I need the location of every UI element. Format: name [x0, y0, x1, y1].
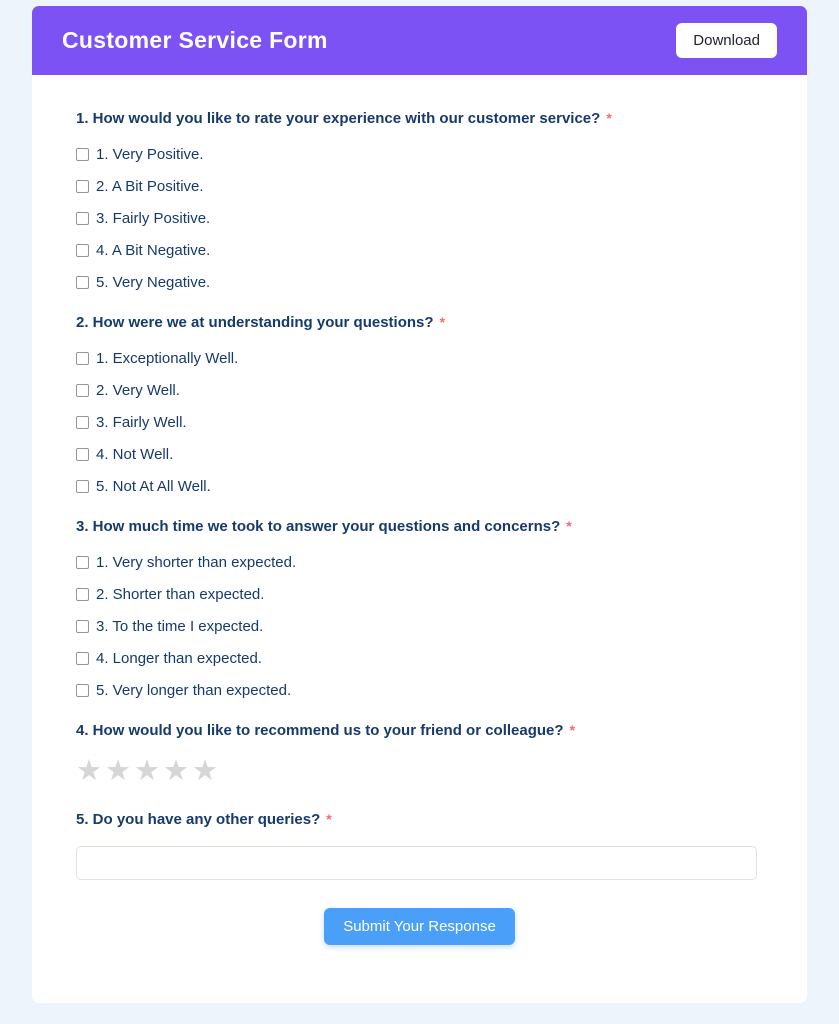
checkbox[interactable]	[76, 620, 89, 633]
page-title: Customer Service Form	[62, 27, 328, 53]
option-row	[76, 649, 763, 668]
question-4	[76, 720, 763, 785]
required-asterisk: *	[326, 811, 332, 827]
option-label: 2. A Bit Positive.	[96, 178, 204, 195]
required-asterisk: *	[569, 722, 576, 738]
option-row	[76, 145, 763, 164]
checkbox[interactable]	[76, 180, 89, 193]
question-4-title	[76, 720, 763, 741]
option-row	[76, 585, 763, 604]
question-5-label: 5. Do you have any other queries?	[76, 811, 321, 828]
option-row	[76, 273, 763, 292]
option-label: 4. Longer than expected.	[96, 650, 262, 667]
star-icon[interactable]: ★	[134, 755, 160, 787]
option-row	[76, 617, 763, 636]
form-header	[32, 6, 807, 75]
option-label: 3. To the time I expected.	[96, 618, 264, 635]
question-3-label: 3. How much time we took to answer your questions and concerns?	[76, 518, 561, 535]
star-icon[interactable]: ★	[163, 755, 189, 787]
question-1-label: 1. How would you like to rate your experience with our customer service?	[76, 110, 601, 127]
option-row	[76, 477, 763, 496]
option-label: 1. Exceptionally Well.	[96, 350, 239, 367]
question-1	[76, 108, 763, 292]
star-icon[interactable]: ★	[76, 755, 102, 787]
option-label: 2. Very Well.	[96, 382, 180, 399]
checkbox[interactable]	[76, 148, 89, 161]
checkbox[interactable]	[76, 276, 89, 289]
option-label: 2. Shorter than expected.	[96, 586, 265, 603]
question-2-title	[76, 312, 763, 333]
submit-row	[76, 908, 763, 945]
option-row	[76, 413, 763, 432]
checkbox[interactable]	[76, 652, 89, 665]
question-3-title	[76, 516, 763, 537]
download-button[interactable]: Download	[676, 23, 777, 58]
checkbox[interactable]	[76, 384, 89, 397]
option-label: 1. Very Positive.	[96, 146, 204, 163]
option-label: 4. Not Well.	[96, 446, 174, 463]
required-asterisk: *	[439, 314, 446, 330]
star-icon[interactable]: ★	[192, 755, 218, 787]
form-body	[32, 75, 807, 985]
checkbox[interactable]	[76, 684, 89, 697]
option-label: 5. Not At All Well.	[96, 478, 211, 495]
submit-button[interactable]: Submit Your Response	[324, 908, 515, 945]
option-label: 5. Very Negative.	[96, 274, 211, 291]
option-label: 5. Very longer than expected.	[96, 682, 292, 699]
option-row	[76, 241, 763, 260]
required-asterisk: *	[606, 110, 612, 126]
question-3	[76, 516, 763, 700]
checkbox[interactable]	[76, 448, 89, 461]
option-label: 1. Very shorter than expected.	[96, 554, 297, 571]
question-5-title	[76, 809, 763, 830]
checkbox[interactable]	[76, 352, 89, 365]
option-row	[76, 381, 763, 400]
option-label: 3. Fairly Well.	[96, 414, 187, 431]
option-label: 4. A Bit Negative.	[96, 242, 211, 259]
queries-text-input[interactable]	[76, 846, 757, 880]
option-row	[76, 349, 763, 368]
question-2	[76, 312, 763, 496]
checkbox[interactable]	[76, 416, 89, 429]
option-row	[76, 209, 763, 228]
checkbox[interactable]	[76, 556, 89, 569]
option-row	[76, 177, 763, 196]
option-label: 3. Fairly Positive.	[96, 210, 211, 227]
star-icon[interactable]: ★	[105, 755, 131, 787]
question-4-label: 4. How would you like to recommend us to your friend or colleague?	[76, 722, 564, 739]
question-1-title	[76, 108, 763, 129]
checkbox[interactable]	[76, 480, 89, 493]
question-2-label: 2. How were we at understanding your questions?	[76, 314, 434, 331]
star-rating	[76, 757, 763, 785]
form-card	[32, 6, 807, 1003]
question-5	[76, 809, 763, 880]
option-row	[76, 553, 763, 572]
checkbox[interactable]	[76, 588, 89, 601]
required-asterisk: *	[566, 518, 572, 534]
option-row	[76, 445, 763, 464]
checkbox[interactable]	[76, 244, 89, 257]
option-row	[76, 681, 763, 700]
checkbox[interactable]	[76, 212, 89, 225]
